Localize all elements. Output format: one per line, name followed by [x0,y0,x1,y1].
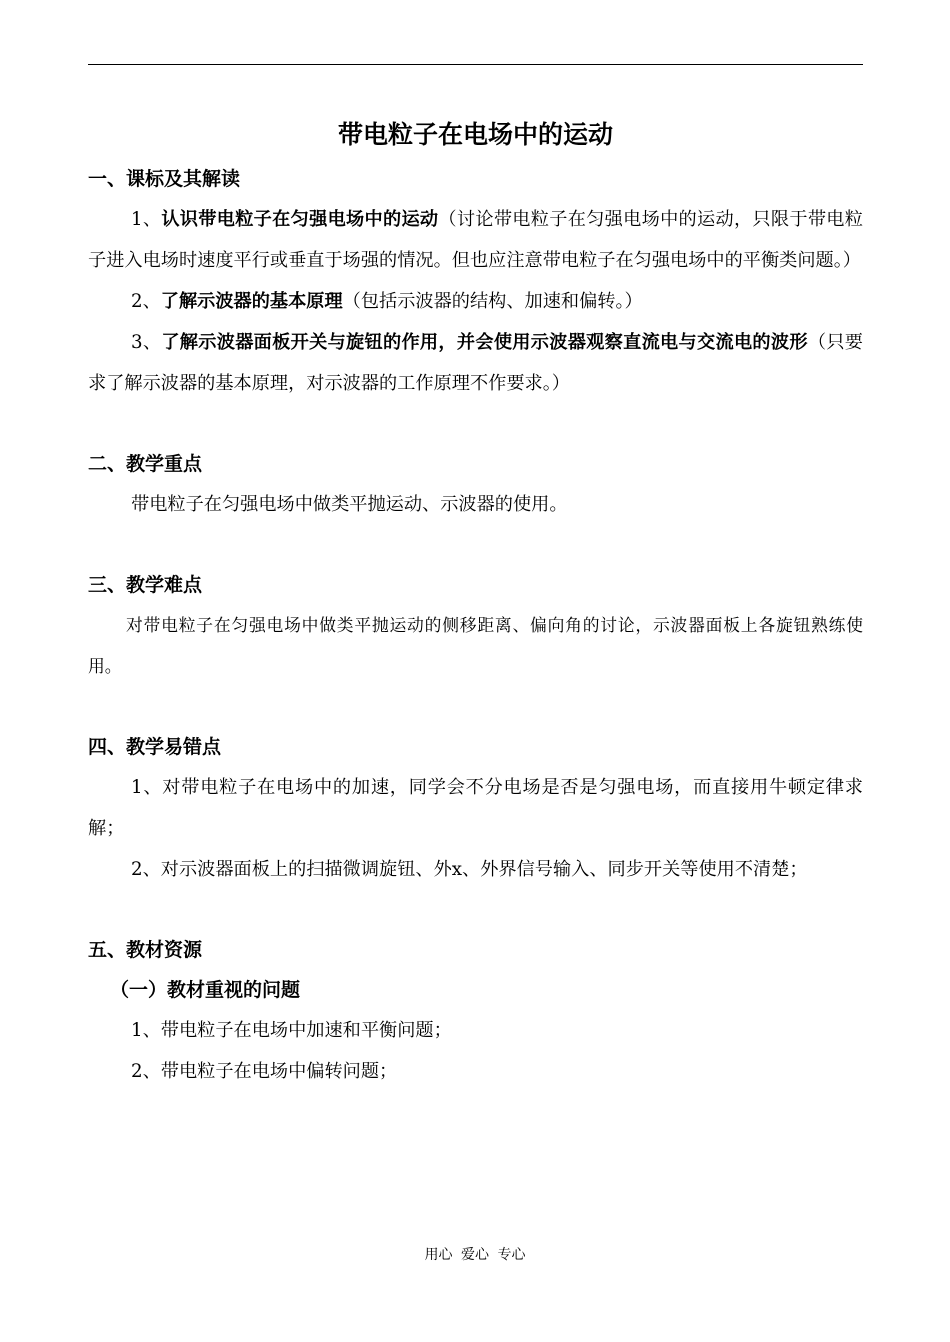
header-rule [88,64,863,65]
section-heading-resources: 五、教材资源 [88,939,203,961]
common-error-item-2: 2、对示波器面板上的扫描微调旋钮、外x、外界信号输入、同步开关等使用不清楚； [131,859,808,880]
item-number: 3、 [131,332,162,353]
item-text: （只要求了解示波器的基本原理，对示波器的工作原理不作要求。） [88,332,863,394]
document-title: 带电粒子在电场中的运动 [337,120,613,149]
item-bold-text: 了解示波器面板开关与旋钮的作用，并会使用示波器观察直流电与交流电的波形 [161,332,808,353]
item-number: 2、 [131,291,161,312]
key-points-text: 带电粒子在匀强电场中做类平抛运动、示波器的使用。 [131,494,568,515]
curriculum-item-2 [88,281,863,322]
resource-item-2: 2、带电粒子在电场中偏转问题； [131,1061,398,1082]
item-text: （讨论带电粒子在匀强电场中的运动，只限于带电粒子进入电场时速度平行或垂直于场强的情况。但也应注意带电粒子在匀强电场中的平衡类问题。） [88,209,863,271]
document-body [88,100,863,1092]
section-heading-key-points: 二、教学重点 [88,453,203,475]
curriculum-item-1 [88,199,863,281]
section-heading-curriculum: 一、课标及其解读 [88,168,241,190]
spacer [88,404,863,444]
item-bold-text: 了解示波器的基本原理 [160,291,343,312]
spacer [88,525,863,565]
section-heading-difficulties: 三、教学难点 [88,574,203,596]
item-bold-text: 认识带电粒子在匀强电场中的运动 [161,209,439,230]
common-error-item-1: 1、对带电粒子在电场中的加速，同学会不分电场是否是匀强电场，而直接用牛顿定律求解； [88,777,863,839]
spacer [88,687,863,727]
page-footer: 用心 爱心 专心 [424,1247,526,1263]
spacer [88,890,863,930]
resource-item-1: 1、带电粒子在电场中加速和平衡问题； [131,1020,452,1041]
item-number: 1、 [131,209,162,230]
subsection-heading-textbook-issues: （一）教材重视的问题 [110,979,301,1001]
section-heading-common-errors: 四、教学易错点 [88,736,222,758]
difficulties-text: 对带电粒子在匀强电场中做类平抛运动的侧移距离、偏向角的讨论，示波器面板上各旋钮熟练使用。 [88,615,863,676]
curriculum-item-3 [88,322,863,404]
item-text: （包括示波器的结构、加速和偏转。） [342,291,643,312]
